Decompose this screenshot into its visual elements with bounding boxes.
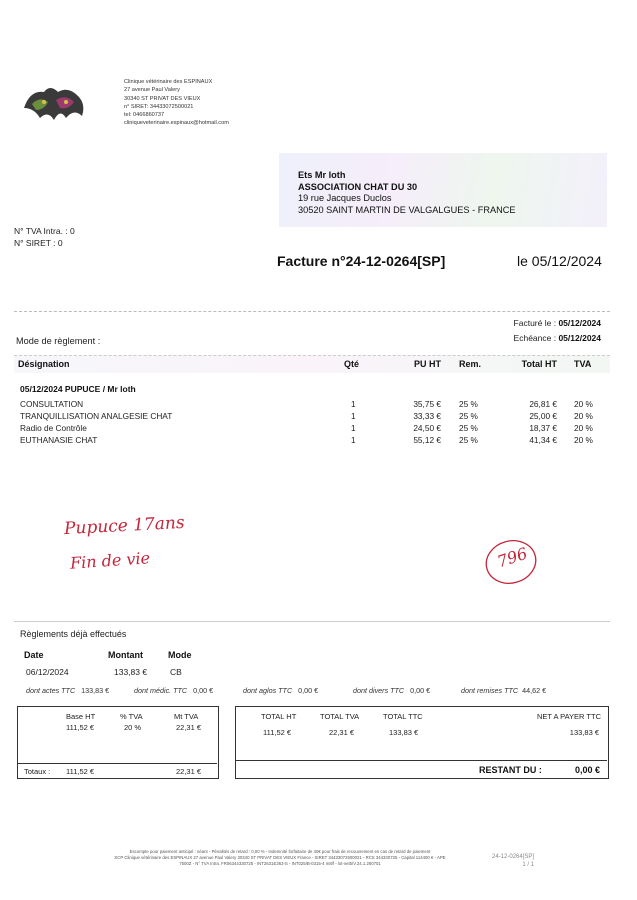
dont-aglos [243,686,318,695]
total-tva-value: 22,31 € [329,728,355,737]
tva-base-label: Base HT [66,712,96,721]
row-tva: 20 % [574,411,593,421]
total-ht-value: 111,52 € [263,728,292,737]
echeance-row [440,331,601,346]
footer-line-1: Escompte pour paiement anticipé : néant - Pénalités de retard : 0,00 % - Indemnité forfaitaire de 40€ pour frais de recouvrement en cas de retard de paiement [129,849,431,854]
consultation-section-title: 05/12/2024 PUPUCE / Mr loth [20,384,136,394]
divider [14,621,610,622]
invoice-date: le 05/12/2024 [517,253,602,269]
col-pu-ht: PU HT [414,359,441,369]
payment-date: 06/12/2024 [26,667,69,677]
footer-line-2: SCP Clinique vétérinaire des ESPINAUX 27 avenue Paul Valery 30340 ST PRIVAT DES VIEUX France - SIRET 34433072500021 - RCS 344330725 - Capital 114400 € - APE [114,855,446,860]
dont-remises-label: dont remises TTC [461,686,519,695]
dont-medic [134,686,213,695]
dont-aglos-value: 0,00 € [298,686,319,695]
row-tva: 20 % [574,435,593,445]
row-total: 18,37 € [529,423,557,433]
invoice-dates [440,316,601,346]
row-tva: 20 % [574,399,593,409]
tva-base-value: 111,52 € [66,723,95,732]
col-qte: Qté [344,359,360,369]
tva-box-divider [17,763,217,764]
clinic-logo [20,78,90,128]
divider [14,311,610,312]
dont-medic-label: dont médic. TTC [134,686,188,695]
clinic-city: 30340 ST PRIVAT DES VIEUX [124,95,201,102]
recipient-address [298,170,516,216]
row-qte: 1 [351,435,356,445]
row-rem: 25 % [459,435,478,445]
dont-actes-label: dont actes TTC [26,686,76,695]
col-designation: Désignation [18,359,70,369]
col-rem: Rem. [459,359,482,369]
legal-footer [80,849,480,867]
facture-row [440,316,601,331]
row-designation: CONSULTATION [20,399,84,409]
client-ids [14,226,75,249]
row-total: 41,34 € [529,435,557,445]
dont-divers-value: 0,00 € [410,686,431,695]
handwritten-note-2: Fin de vie [69,548,151,573]
payment-amount: 133,83 € [114,667,148,677]
restant-value: 0,00 € [574,765,600,775]
echeance-date: 05/12/2024 [558,333,601,343]
payments-title: Règlements déjà effectués [20,629,127,639]
payments-col-montant: Montant [108,650,143,660]
footer-reference [492,853,534,869]
net-value: 133,83 € [569,728,599,737]
row-total: 25,00 € [529,411,557,421]
row-rem: 25 % [459,411,478,421]
total-ttc-label: TOTAL TTC [383,712,423,721]
row-tva: 20 % [574,423,593,433]
row-qte: 1 [351,423,356,433]
recipient-line-3: 19 rue Jacques Duclos [298,193,392,203]
handwritten-note-1: Pupuce 17ans [63,512,186,540]
clinic-phone: tel: 0466860737 [124,112,165,119]
totaux-label: Totaux : [24,767,51,776]
totaux-base: 111,52 € [66,767,95,776]
row-designation: EUTHANASIE CHAT [20,435,98,445]
totals-box-divider [235,760,607,761]
payments-col-date: Date [24,650,44,660]
col-tva: TVA [574,359,592,369]
tva-mt-value: 22,31 € [176,723,202,732]
row-qte: 1 [351,411,356,421]
restant-label: RESTANT DU : [479,765,542,775]
dont-divers-label: dont divers TTC [353,686,405,695]
dont-remises [461,686,546,695]
row-pu: 35,75 € [413,399,441,409]
recipient-line-4: 30520 SAINT MARTIN DE VALGALGUES - FRANCE [298,204,516,215]
row-qte: 1 [351,399,356,409]
row-pu: 33,33 € [413,411,441,421]
tva-pct-label: % TVA [120,712,143,721]
clinic-siret: n° SIRET: 34433072500021 [124,103,194,110]
total-tva-label: TOTAL TVA [320,712,360,721]
siret-client: N° SIRET : 0 [14,237,63,248]
row-pu: 24,50 € [413,423,441,433]
dont-medic-value: 0,00 € [193,686,214,695]
dont-aglos-label: dont aglos TTC [243,686,293,695]
dont-actes-value: 133,83 € [81,686,110,695]
net-label: NET A PAYER TTC [536,712,601,721]
facture-date: 05/12/2024 [558,318,601,328]
row-designation: TRANQUILLISATION ANALGESIE CHAT [20,411,173,421]
recipient-line-1: Ets Mr loth [298,170,346,180]
echeance-label: Echéance : [513,333,557,343]
row-designation: Radio de Contrôle [20,423,87,433]
clinic-email: cliniqueveterinaire.espinaux@hotmail.com [124,120,229,127]
footer-invoice-ref: 24-12-0264[SP] [492,854,535,860]
dont-remises-value: 44,62 € [522,686,547,695]
stamp-number: 796 [494,543,530,572]
footer-line-3: 7500Z - N° TVA Intra. FR06344330725 - INT2631E363-S - INT025/B-0315-4 m8/f - lot-vet5/V.24.1.260701 [179,861,381,866]
tva-mt-label: Mt TVA [174,712,199,721]
invoice-title: Facture n°24-12-0264[SP] [277,253,446,269]
tva-pct-value: 20 % [124,723,142,732]
payments-col-mode: Mode [168,650,192,660]
facture-label: Facturé le : [513,318,557,328]
clinic-name: Clinique vétérinaire des ESPINAUX [124,79,213,85]
tva-intra: N° TVA Intra. : 0 [14,226,75,236]
row-total: 26,81 € [529,399,557,409]
payment-mode: CB [170,667,182,677]
payment-mode-label: Mode de règlement : [16,336,101,346]
dont-actes [26,686,109,695]
total-ht-label: TOTAL HT [261,712,297,721]
clinic-street: 27 avenue Paul Valery [124,87,180,94]
dont-divers [353,686,430,695]
row-pu: 55,12 € [413,435,441,445]
page-number: 1 / 1 [522,862,535,868]
total-ttc-value: 133,83 € [389,728,419,737]
clinic-address [124,78,229,128]
col-total-ht: Total HT [521,359,557,369]
row-rem: 25 % [459,399,478,409]
totaux-mt: 22,31 € [176,767,202,776]
recipient-line-2: ASSOCIATION CHAT DU 30 [298,181,418,192]
row-rem: 25 % [459,423,478,433]
